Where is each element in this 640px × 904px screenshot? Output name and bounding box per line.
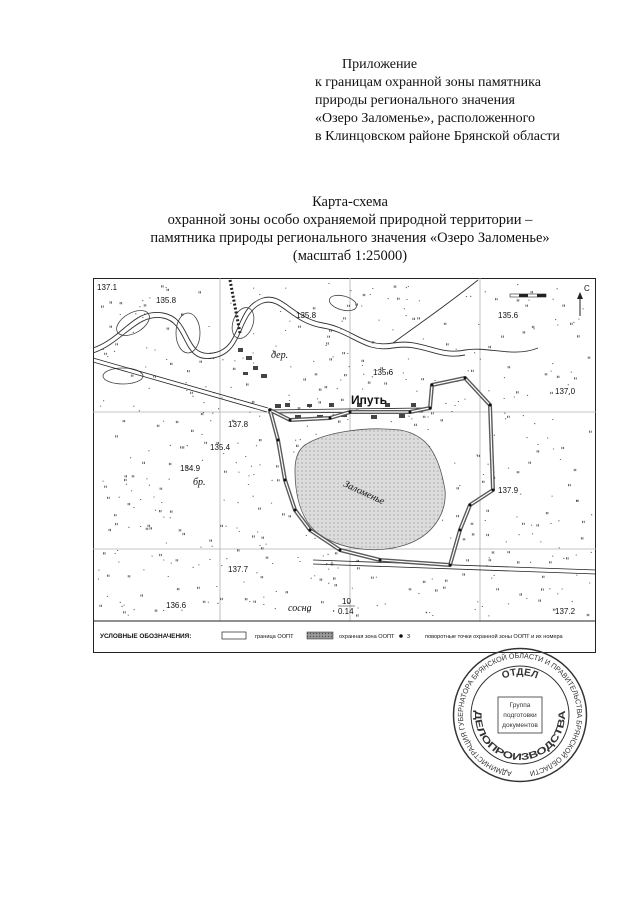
elevation-label: 137.2 — [555, 607, 576, 616]
appendix-heading: Приложение — [342, 57, 418, 72]
legend-point-number: 3 — [407, 634, 411, 640]
appendix-line: «Озеро Заломенье», расположенного — [315, 111, 536, 126]
appendix-line: в Клинцовском районе Брянской области — [315, 129, 560, 144]
turning-point-marker — [449, 564, 452, 567]
elevation-label: 135.8 — [156, 296, 177, 305]
scale-bar — [510, 294, 546, 297]
appendix-header — [315, 56, 560, 146]
stamp-department-bottom: ДЕЛОПРОИЗВОДСТВА — [471, 710, 569, 764]
legend-points-label: поворотные точки охранной зоны ООПТ и их номера — [425, 634, 563, 640]
elevation-label: 135.6 — [373, 368, 394, 377]
turning-point-marker — [339, 549, 342, 552]
turning-point-marker — [309, 529, 312, 532]
stamp-center-line: документов — [502, 722, 538, 729]
elevation-label: 137.0 — [555, 387, 576, 396]
elevation-label: 135.6 — [498, 311, 519, 320]
turning-point-marker — [284, 479, 287, 482]
turning-point-marker — [409, 411, 412, 414]
elevation-label: 137.1 — [97, 283, 118, 292]
appendix-line: природы регионального значения — [315, 93, 515, 108]
legend-zone-label: охранная зона ООПТ — [339, 634, 395, 640]
stamp-outer-text: АДМИНИСТРАЦИЯ ГУБЕРНАТОРА БРЯНСКОЙ ОБЛАСТИ И ПРАВИТЕЛЬСТВА БРЯНСКОЙ ОБЛАСТИ — [455, 650, 585, 779]
forest-fraction-top: 10 — [342, 597, 351, 606]
legend-zone-swatch — [307, 632, 333, 639]
turning-point-marker — [379, 559, 382, 562]
turning-point-marker — [492, 489, 495, 492]
scale-note: (масштаб 1:25000) — [292, 248, 408, 264]
turning-point-marker — [289, 419, 292, 422]
official-stamp — [452, 647, 588, 783]
forest-fraction-bottom: 0.14 — [338, 607, 354, 616]
turning-point-marker — [464, 377, 467, 380]
turning-point-marker — [294, 509, 297, 512]
turning-point-marker — [429, 407, 432, 410]
lake-label: Заломенье — [341, 478, 387, 508]
turning-point-marker — [469, 504, 472, 507]
elevation-label: 137.9 — [498, 486, 519, 495]
elevation-label: 136.6 — [166, 601, 187, 610]
settlement-label-iput: Ипуть — [351, 393, 387, 407]
village-label: дер. — [271, 350, 289, 361]
title-line: памятника природы регионального значения «Озеро Заломенье» — [150, 230, 550, 246]
legend-heading: УСЛОВНЫЕ ОБОЗНАЧЕНИЯ: — [100, 633, 192, 640]
document-title — [100, 193, 600, 265]
appendix-line: к границам охранной зоны памятника — [315, 75, 541, 90]
stamp-department-top: ОТДЕЛ — [500, 667, 540, 682]
north-label: С — [584, 284, 590, 293]
turning-point-marker — [349, 411, 352, 414]
ford-label: бр. — [193, 477, 206, 488]
turning-point-marker — [329, 417, 332, 420]
elevation-label: 137.8 — [228, 420, 249, 429]
legend — [100, 632, 564, 640]
stamp-center-line: подготовки — [503, 712, 537, 719]
elevation-label: 135.8 — [296, 311, 317, 320]
legend-boundary-swatch — [222, 632, 246, 639]
legend-boundary-label: граница ООПТ — [255, 634, 294, 640]
turning-point-marker — [489, 404, 492, 407]
turning-point-marker — [459, 529, 462, 532]
turning-point-marker — [269, 409, 272, 412]
legend-point-symbol — [399, 634, 403, 638]
turning-point-marker — [431, 384, 434, 387]
forest-label: сосна — [288, 603, 312, 614]
elevation-label: 137.7 — [228, 565, 249, 574]
title-line: охранной зоны особо охраняемой природной территории – — [167, 212, 533, 228]
elevation-label: 135.4 — [210, 443, 231, 452]
elevation-label: 134.9 — [180, 464, 201, 473]
turning-point-marker — [277, 439, 280, 442]
stamp-center-line: Группа — [509, 702, 531, 709]
title-line: Карта-схема — [312, 194, 388, 210]
map-scheme — [93, 278, 596, 653]
